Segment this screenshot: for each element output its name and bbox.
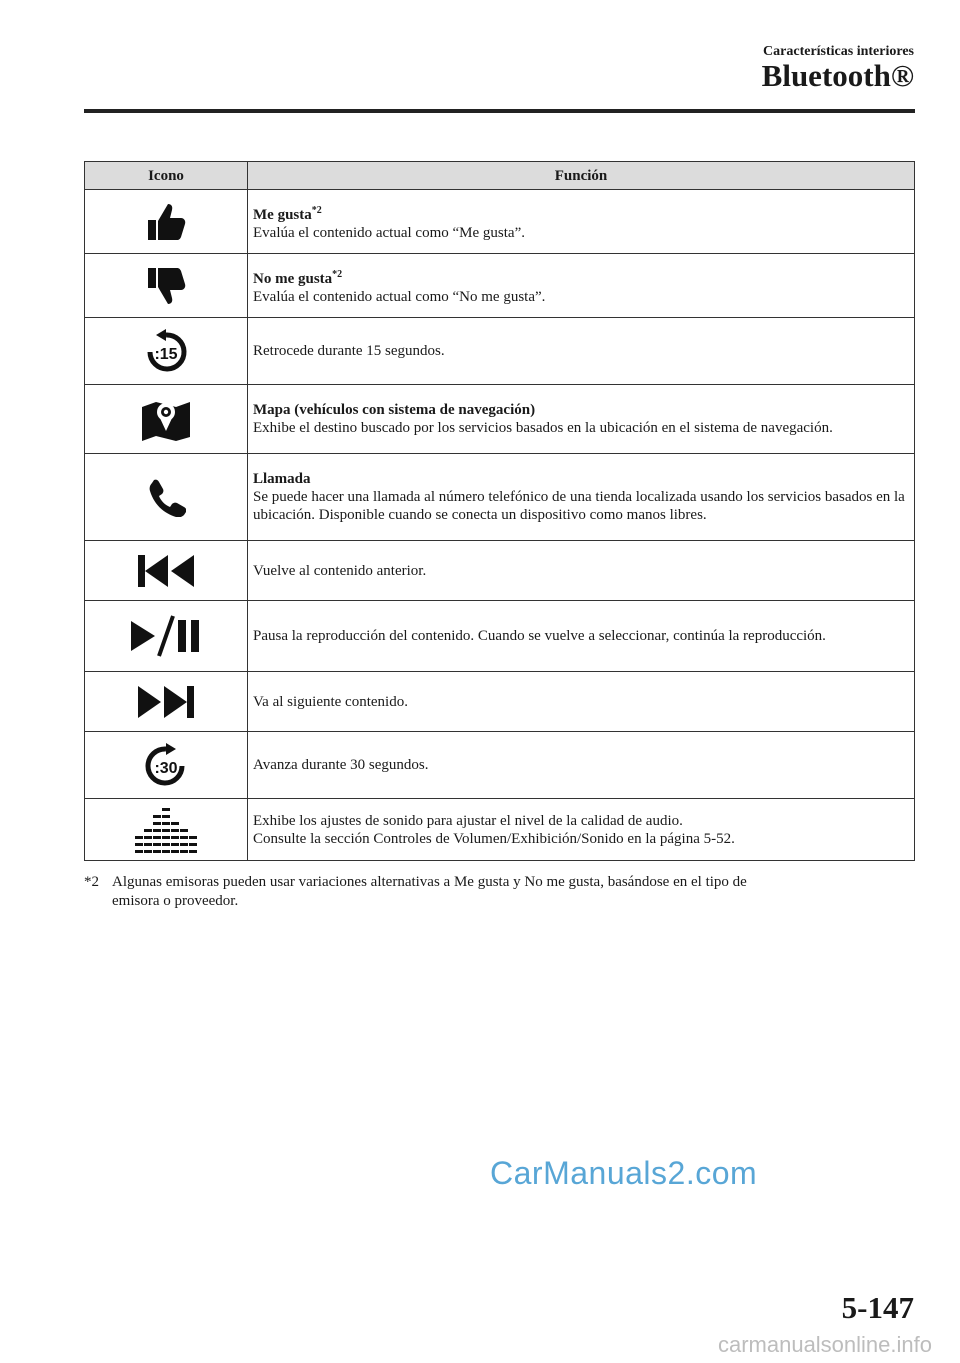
header-divider [84,109,915,113]
row-title: No me gusta$^{*2}$ [253,268,343,287]
footnote-ref: *2 [311,204,322,216]
forward-30-icon [85,732,248,799]
table-row [85,454,915,541]
skip-previous-icon [85,541,248,601]
table-row [85,541,915,601]
column-header-icon: Icono [85,162,248,190]
function-cell [248,601,915,672]
function-cell [248,254,915,318]
footnote-ref: *2 [332,268,343,280]
svg-text::15: :15 [154,346,178,363]
row-description: Va al siguiente contenido. [253,693,408,710]
row-description: Exhibe el destino buscado por los servicios basados en la ubicación en el sistema de navegación. [253,420,833,436]
table-row [85,190,915,254]
row-title: Mapa (vehículos con sistema de navegación) [253,402,536,418]
phone-icon [85,454,248,541]
function-cell [248,732,915,799]
icon-function-table [84,161,915,861]
thumbs-up-icon [85,190,248,254]
row-title: Llamada [253,471,311,487]
footnote-text-continued: emisora o proveedor. [112,893,239,909]
function-cell [248,799,915,861]
footnote-text: Algunas emisoras pueden usar variaciones alternativas a Me gusta y No me gusta, basándose en el tipo de [112,874,747,890]
footnote [84,873,904,911]
table-row [85,732,915,799]
row-reference: Consulte la sección Controles de Volumen/Exhibición/Sonido en la página 5-52. [253,830,735,847]
table-row [85,318,915,385]
function-cell [248,385,915,454]
row-description: Retrocede durante 15 segundos. [253,343,445,359]
function-cell [248,190,915,254]
row-description: Se puede hacer una llamada al número telefónico de una tienda localizada usando los servicios basados en la ubicación. Disponible cuando se conecta un dispositivo como manos libres. [253,489,905,523]
row-description: Avanza durante 30 segundos. [253,757,429,773]
row-description: Exhibe los ajustes de sonido para ajustar el nivel de la calidad de audio. [253,812,683,829]
function-cell [248,318,915,385]
row-description: Pausa la reproducción del contenido. Cuando se vuelve a seleccionar, continúa la reproducción. [253,628,826,644]
row-description: Vuelve al contenido anterior. [253,562,427,579]
function-cell [248,454,915,541]
rewind-15-icon [85,318,248,385]
function-cell [248,541,915,601]
row-description: Evalúa el contenido actual como “No me gusta”. [253,288,546,305]
chapter-title: Bluetooth® [761,58,914,93]
table-header-row [85,162,915,190]
footnote-mark: *2 [84,874,99,890]
page-number: 5-147 [841,1290,914,1325]
watermark-logo: CarManuals2.com [490,1155,758,1191]
table-row [85,254,915,318]
table-row [85,672,915,732]
row-description: Evalúa el contenido actual como “Me gusta”. [253,224,525,241]
footer-watermark: carmanualsonline.info [717,1332,932,1357]
skip-next-icon [85,672,248,732]
function-cell [248,672,915,732]
equalizer-icon [85,799,248,861]
play-pause-icon [85,601,248,672]
thumbs-down-icon [85,254,248,318]
section-title: Características interiores [763,44,914,59]
table-row [85,385,915,454]
column-header-function: Función [248,162,915,190]
row-title: Me gusta$^{*2}$ [253,204,322,223]
map-pin-icon [85,385,248,454]
svg-text::30: :30 [154,760,178,777]
table-row [85,799,915,861]
table-row [85,601,915,672]
